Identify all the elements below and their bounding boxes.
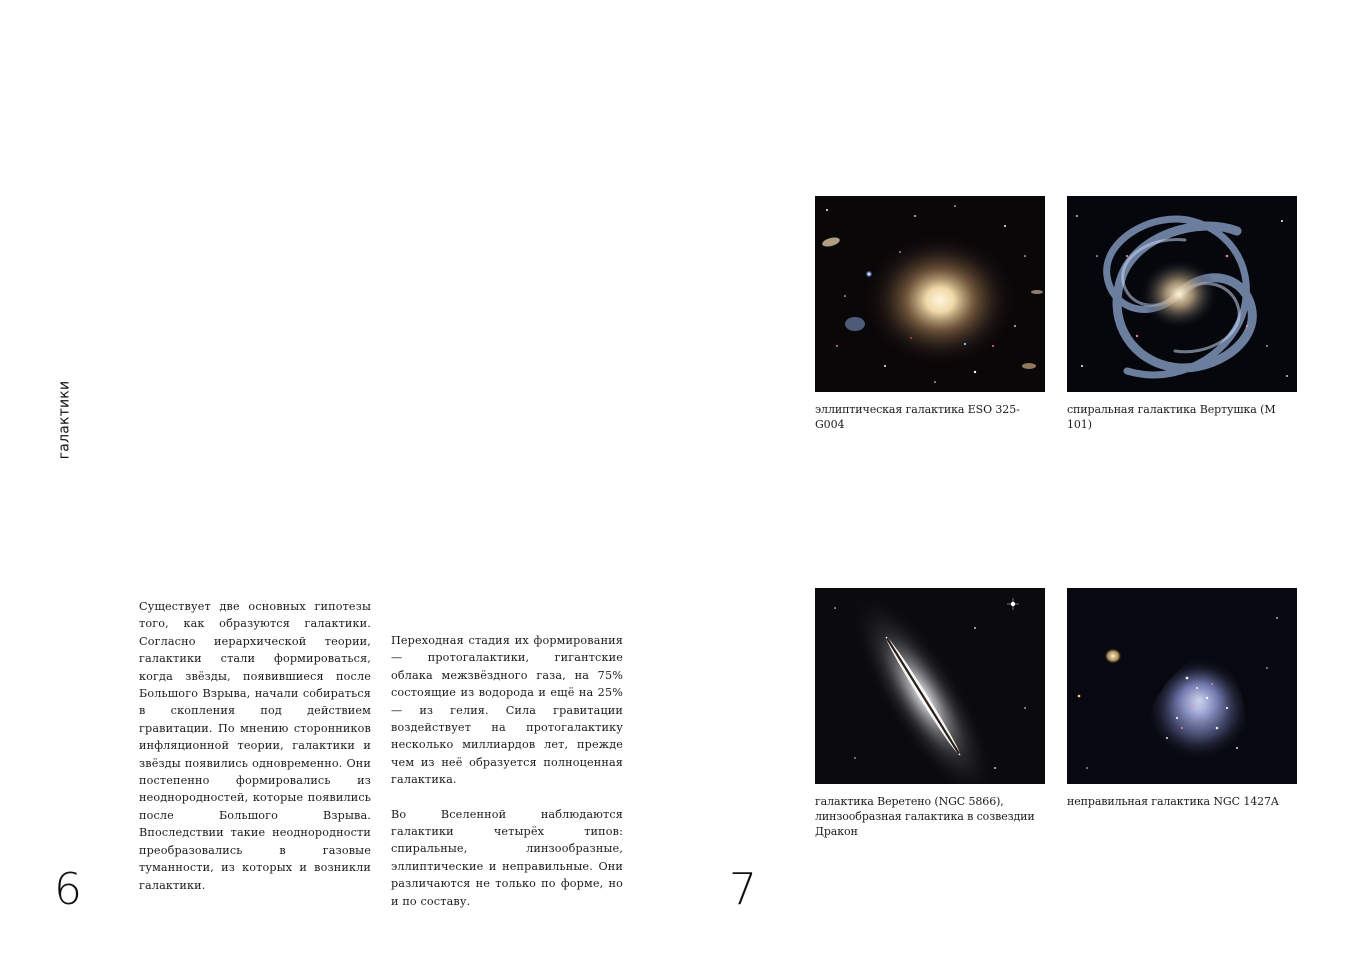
body-paragraph: Существует две основных гипотезы того, как образуются галактики. Согласно иерархической теории, галактики стали формироваться, когда звёзды, появившиеся после Большого Взрыва, начали собираться в скопления под действием гравитации. По мнению сторонников инфляционной теории, галактики и звёзды появились одновременно. Они постепенно формировались из неоднородностей, которые появились после Большого Взрыва. Впоследствии такие неоднородности преобразовались в газовые туманности, из которых и возникли галактики. (139, 600, 371, 892)
figure-irregular (1067, 588, 1297, 809)
page-number-left: 6 (54, 864, 82, 915)
figure-caption: спиральная галактика Вертушка (M 101) (1067, 403, 1276, 431)
body-text-column-2 (391, 632, 623, 910)
section-label (52, 380, 76, 460)
page-number-right: 7 (729, 864, 757, 915)
spiral-galaxy-image (1067, 196, 1297, 392)
body-paragraph: Переходная стадия их формирования — протогалактики, гигантские облака межзвёздного газа, на 75% состоящие из водорода и ещё на 25% — из гелия. Сила гравитации воздействует на протогалактику несколько миллиардов лет, прежде чем из неё образуется полноценная галактика. (391, 634, 623, 787)
section-label-text: галактики (56, 380, 72, 460)
figure-caption: эллиптическая галактика ESO 325-G004 (815, 403, 1020, 431)
lenticular-galaxy-image (815, 588, 1045, 784)
irregular-galaxy-image (1067, 588, 1297, 784)
figure-elliptical (815, 196, 1045, 432)
figure-caption: галактика Веретено (NGC 5866), линзообразная галактика в созвездии Дракон (815, 795, 1035, 838)
figure-spiral (1067, 196, 1297, 432)
figure-caption: неправильная галактика NGC 1427A (1067, 795, 1279, 808)
body-text-column-1 (139, 598, 371, 894)
elliptical-galaxy-image (815, 196, 1045, 392)
body-paragraph: Во Вселенной наблюдаются галактики четырёх типов: спиральные, линзообразные, эллиптические и неправильные. Они различаются не только по форме, но и по составу. (391, 807, 623, 908)
figure-lenticular (815, 588, 1045, 839)
